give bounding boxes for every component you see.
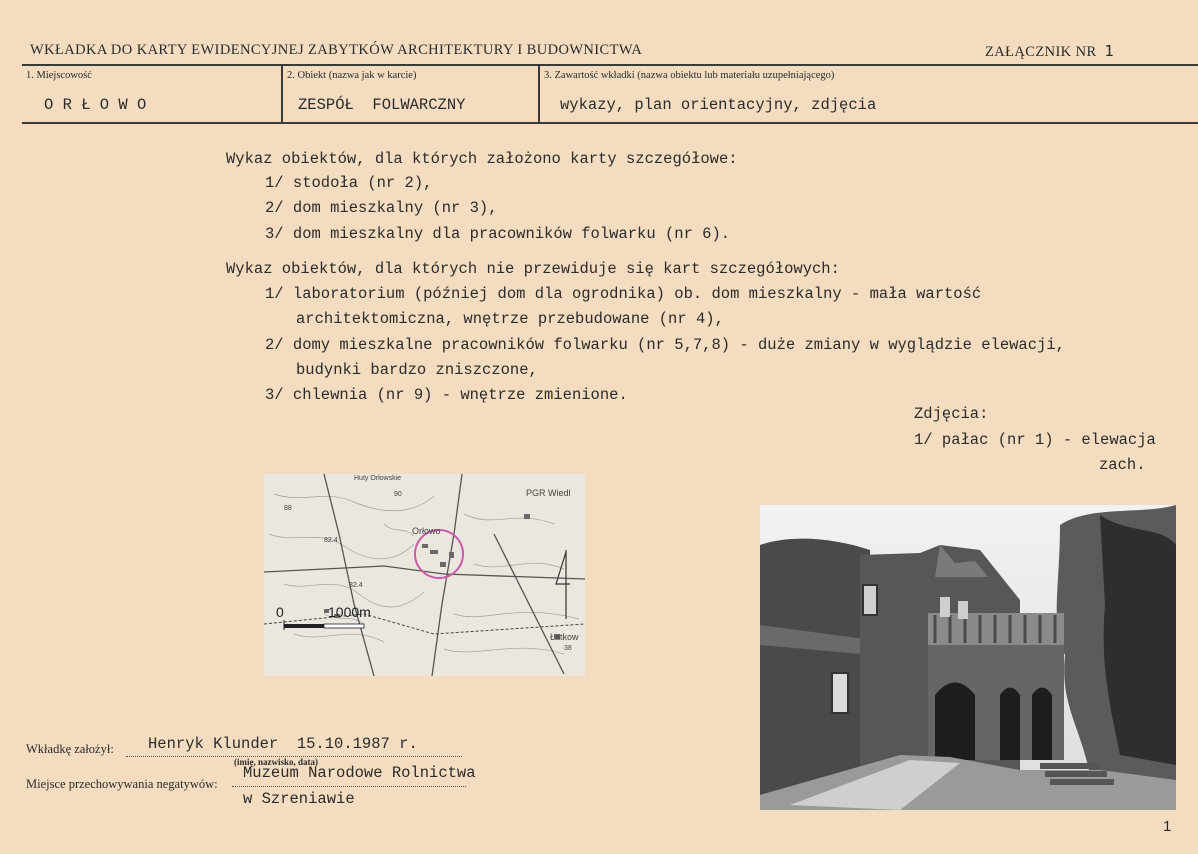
map-label-village: Orłowo [412, 526, 441, 536]
field-value-object: ZESPÓŁ FOLWARCZNY [298, 96, 466, 114]
list-item-continuation: architektomiczna, wnętrze przebudowane (nr 4), [296, 310, 724, 328]
list-item: 3/ chlewnia (nr 9) - wnętrze zmienione. [265, 386, 628, 404]
author-caption: (imię, nazwisko, data) [234, 757, 318, 767]
field-value-contents: wykazy, plan orientacyjny, zdjęcia [560, 96, 877, 114]
map-label-huty: Huty Orłowskie [354, 475, 402, 482]
scale-label-zero: 0 [276, 604, 284, 620]
list-heading-detailed: Wykaz obiektów, dla których założono karty szczegółowe: [226, 150, 738, 168]
palace-photo [760, 505, 1176, 810]
map-label-elevation: 38 [564, 645, 572, 652]
photo-caption-continuation: zach. [1099, 456, 1146, 474]
list-item: 2/ domy mieszkalne pracowników folwarku (nr 5,7,8) - duże zmiany w wyglądzie elewacji, [265, 336, 1065, 354]
scale-label-end: 1000m [328, 604, 371, 620]
map-label-pgr: PGR Wiedl [526, 488, 571, 498]
list-item: 1/ stodoła (nr 2), [265, 174, 433, 192]
list-item-continuation: budynki bardzo zniszczone, [296, 361, 538, 379]
header-top-rule [22, 64, 1198, 66]
map-label-elevation: 90 [394, 491, 402, 498]
scale-bar [284, 624, 324, 628]
storage-dotted-line [232, 786, 466, 787]
field-divider-2 [538, 64, 540, 122]
list-item: 1/ laboratorium (później dom dla ogrodnika) ob. dom mieszkalny - mała wartość [265, 285, 982, 303]
map-label-elevation: 82.4 [349, 582, 363, 589]
storage-value-line1: Muzeum Narodowe Rolnictwa [243, 764, 476, 782]
field-divider-1 [281, 64, 283, 122]
page-number: 1 [1163, 818, 1172, 835]
map-label-latkow: Łatkow [550, 632, 579, 642]
list-heading-no-cards: Wykaz obiektów, dla których nie przewiduje się kart szczegółowych: [226, 260, 840, 278]
list-item: 2/ dom mieszkalny (nr 3), [265, 199, 498, 217]
orientation-map [264, 474, 585, 676]
storage-label: Miejsce przechowywania negatywów: [26, 777, 218, 791]
header-bottom-rule [22, 122, 1198, 124]
map-label-elevation: 88 [284, 505, 292, 512]
map-label-elevation: 82.4 [324, 537, 338, 544]
photos-heading: Zdjęcia: [914, 405, 989, 423]
storage-value-line2: w Szreniawie [243, 790, 355, 808]
annex-number: 1 [1104, 42, 1115, 60]
annex-label: ZAŁĄCZNIK NR 1 [985, 42, 1115, 60]
field-label-object: 2. Obiekt (nazwa jak w karcie) [287, 70, 417, 81]
field-value-locality: O R Ł O W O [44, 96, 147, 114]
author-label: Wkładkę założył: [26, 742, 114, 756]
field-label-contents: 3. Zawartość wkładki (nazwa obiektu lub materiału uzupełniającego) [544, 70, 835, 81]
author-value: Henryk Klunder 15.10.1987 r. [148, 735, 418, 753]
map-drawing [264, 474, 585, 676]
field-label-locality: 1. Miejscowość [26, 70, 92, 81]
list-item: 3/ dom mieszkalny dla pracowników folwarku (nr 6). [265, 225, 731, 243]
photo-caption: 1/ pałac (nr 1) - elewacja [914, 431, 1156, 449]
photo-drawing [760, 505, 1176, 810]
form-title: WKŁADKA DO KARTY EWIDENCYJNEJ ZABYTKÓW ARCHITEKTURY I BUDOWNICTWA [30, 42, 643, 58]
